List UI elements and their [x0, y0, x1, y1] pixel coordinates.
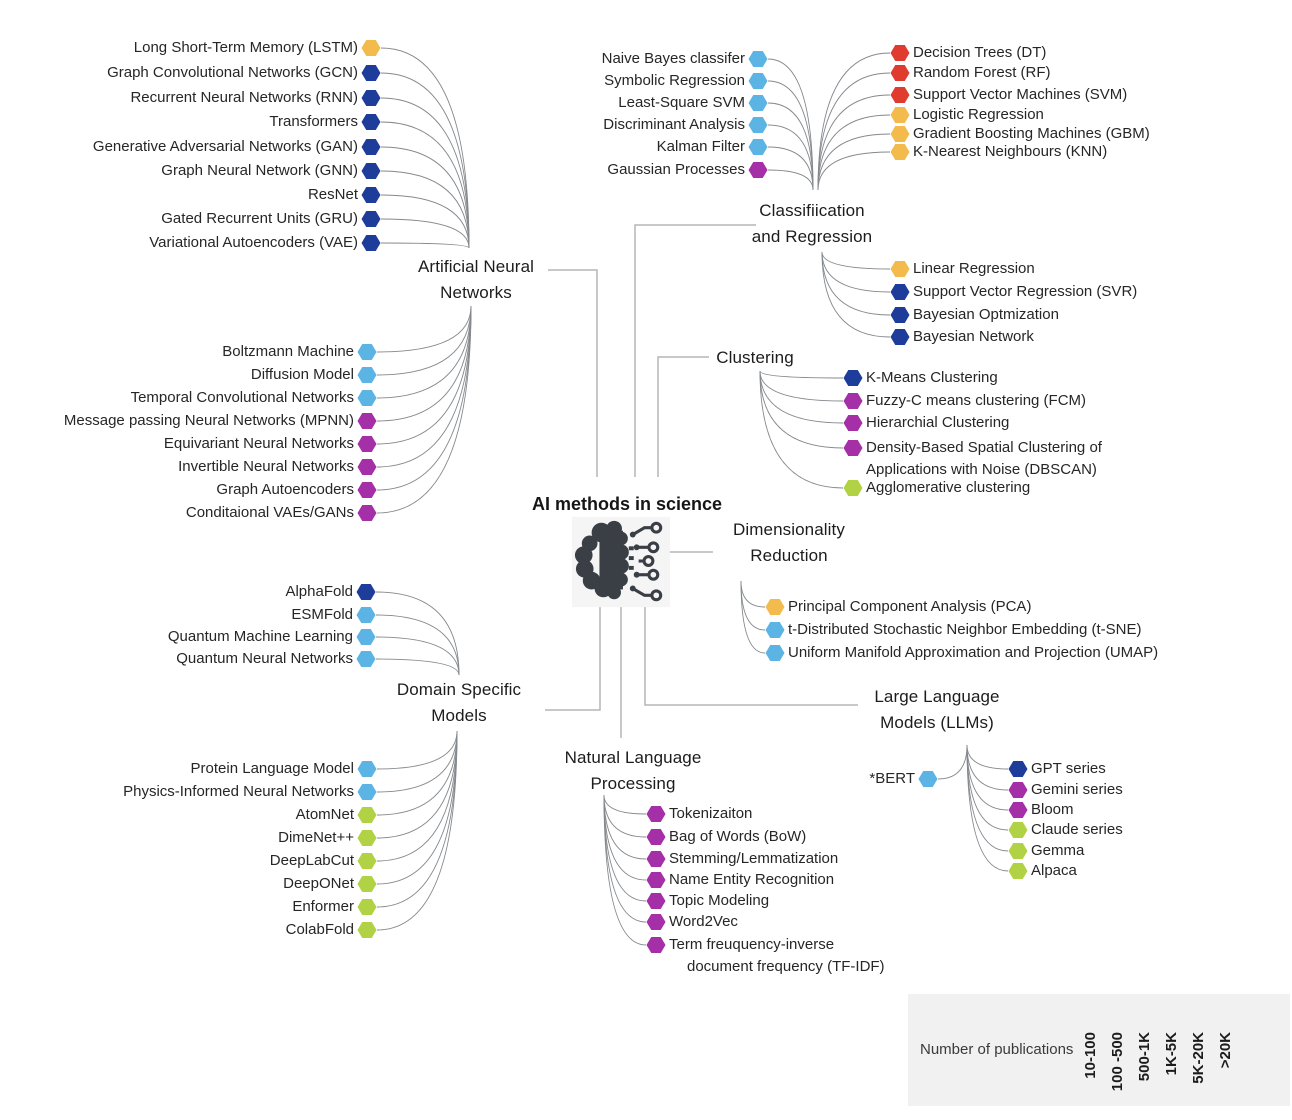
node-label-text: Fuzzy-C means clustering (FCM): [866, 392, 1087, 409]
hub-label-line: Classifiication: [759, 201, 865, 220]
node-label-text: Alpaca: [1031, 862, 1077, 879]
node-label-text: Least-Square SVM: [618, 94, 745, 111]
branch-curve: [377, 731, 457, 838]
branch-curve: [760, 371, 843, 488]
node-label-text: t-Distributed Stochastic Neighbor Embedding (t-SNE): [788, 621, 1142, 638]
node-label-class_left-3: [603, 114, 745, 136]
publication-count-hexagon: [749, 117, 768, 133]
node-label-class_right-5: [913, 141, 1107, 163]
node-label-ann_top-5: [161, 160, 358, 182]
branch-curve: [604, 795, 646, 837]
node-label-text: Random Forest (RF): [913, 64, 1051, 81]
branch-curve: [376, 592, 459, 675]
publication-count-hexagon: [1009, 761, 1028, 777]
node-label-llm_right-2: [1031, 799, 1074, 821]
node-label-llm_right-4: [1031, 840, 1084, 862]
branch-curve: [822, 252, 890, 337]
publication-count-hexagon: [357, 584, 376, 600]
publication-count-hexagon: [358, 784, 377, 800]
node-label-text: Bloom: [1031, 801, 1074, 818]
node-label-ann_bottom-3: [64, 410, 354, 432]
node-label-text: Diffusion Model: [250, 366, 354, 383]
node-label-text: Gaussian Processes: [607, 161, 745, 178]
hub-connector-line: [548, 270, 597, 477]
node-label-text: K-Means Clustering: [866, 369, 998, 386]
branch-curve: [822, 252, 890, 269]
node-label-llm_right-3: [1031, 819, 1123, 841]
node-label-text: Naive Bayes classifer: [601, 50, 745, 67]
node-label-text: Equivariant Neural Networks: [163, 435, 354, 452]
node-label-dsm_bottom-5: [283, 873, 354, 895]
node-label-text: Bayesian Network: [913, 328, 1034, 345]
branch-curve: [967, 745, 1008, 830]
publication-count-hexagon: [891, 261, 910, 277]
hub-label-dsm: [397, 677, 521, 729]
node-label-text: Temporal Convolutional Networks: [130, 389, 354, 406]
node-label-ann_top-3: [269, 111, 358, 133]
node-label-text: Linear Regression: [913, 260, 1035, 277]
node-label-clustering-2: [866, 412, 1009, 434]
node-label-llm_right-1: [1031, 779, 1123, 801]
node-label-dsm_bottom-0: [191, 758, 354, 780]
publication-count-hexagon: [766, 622, 785, 638]
publication-count-hexagon: [766, 645, 785, 661]
node-label-text: Word2Vec: [669, 913, 738, 930]
publication-count-hexagon: [362, 139, 381, 155]
node-label-text: Graph Neural Network (GNN): [161, 162, 358, 179]
node-label-text: Decision Trees (DT): [913, 44, 1047, 61]
node-label-text: Kalman Filter: [656, 138, 745, 155]
legend-title: Number of publications: [920, 1041, 1074, 1058]
node-label-class_left-0: [602, 48, 745, 70]
node-label-text: Gemini series: [1031, 781, 1123, 798]
node-label-text: Message passing Neural Networks (MPNN): [63, 412, 354, 429]
publication-count-hexagon: [357, 607, 376, 623]
node-label-clustering-1: [866, 390, 1086, 412]
hub-label-line: Models (LLMs): [880, 713, 994, 732]
node-label-ann_bottom-6: [216, 479, 354, 501]
node-label-nlp-1: [669, 826, 806, 848]
node-label-ann_top-7: [161, 208, 358, 230]
node-label-text-line2: document frequency (TF-IDF): [687, 958, 885, 975]
branch-curve: [967, 745, 1008, 810]
branch-curve: [381, 171, 469, 248]
node-label-text: Gemma: [1031, 842, 1085, 859]
publication-count-hexagon: [844, 440, 863, 456]
node-label-text: ESMFold: [291, 606, 353, 623]
hub-label-nlp: [565, 745, 702, 797]
hub-label-line: Models: [431, 706, 487, 725]
branch-curve: [377, 731, 457, 769]
node-label-class_left-4: [657, 136, 745, 158]
publication-count-hexagon: [749, 95, 768, 111]
publication-count-hexagon: [891, 126, 910, 142]
node-label-llm_left-0: [869, 768, 915, 790]
publication-count-hexagon: [362, 40, 381, 56]
node-label-ann_bottom-7: [186, 502, 354, 524]
publication-count-hexagon: [844, 393, 863, 409]
hub-connector-line: [658, 357, 709, 477]
node-label-dsm_top-0: [285, 581, 353, 603]
node-label-text: Long Short-Term Memory (LSTM): [133, 39, 358, 56]
node-label-dsm_bottom-1: [123, 781, 354, 803]
node-label-text: *BERT: [869, 770, 915, 787]
node-label-text: Logistic Regression: [913, 106, 1044, 123]
node-label-text: Invertible Neural Networks: [178, 458, 354, 475]
node-label-text: Agglomerative clustering: [866, 479, 1031, 496]
publication-count-hexagon: [358, 505, 377, 521]
node-label-text: Term freuquency-inverse: [669, 936, 835, 953]
publication-count-hexagon: [1009, 822, 1028, 838]
node-label-clustering-0: [866, 367, 998, 389]
branch-curve: [741, 581, 765, 607]
publication-count-hexagon: [891, 107, 910, 123]
publication-count-hexagon: [891, 45, 910, 61]
node-label-class_left-1: [604, 70, 745, 92]
node-label-ann_bottom-5: [178, 456, 354, 478]
node-label-dsm_bottom-3: [278, 827, 354, 849]
publication-count-hexagon: [891, 65, 910, 81]
node-label-text: ResNet: [307, 186, 358, 203]
node-label-nlp-4: [669, 890, 769, 912]
publication-count-hexagon: [358, 807, 377, 823]
branch-curve: [938, 745, 967, 779]
hub-label-line: Domain Specific: [396, 680, 522, 699]
publication-count-hexagon: [362, 211, 381, 227]
branch-curve: [967, 745, 1008, 790]
branch-curve: [377, 731, 457, 815]
publication-count-hexagon: [358, 830, 377, 846]
legend-tick-label: 5K-20K: [1190, 1032, 1207, 1084]
publication-count-hexagon: [844, 480, 863, 496]
branch-curve: [377, 731, 457, 907]
node-label-text: Claude series: [1031, 821, 1123, 838]
branch-curve: [760, 371, 843, 423]
publication-count-hexagon: [647, 851, 666, 867]
node-label-text: AlphaFold: [285, 583, 353, 600]
node-label-regression-3: [913, 326, 1034, 348]
node-label-dsm_bottom-6: [292, 896, 354, 918]
publication-count-hexagon: [891, 329, 910, 345]
hub-label-line: and Regression: [751, 227, 873, 246]
node-label-text: Graph Convolutional Networks (GCN): [107, 64, 358, 81]
hub-label-line: Reduction: [750, 546, 828, 565]
publication-count-hexagon: [358, 922, 377, 938]
node-label-text: Recurrent Neural Networks (RNN): [130, 89, 358, 106]
publication-count-hexagon: [647, 872, 666, 888]
publication-count-hexagon: [647, 829, 666, 845]
node-label-text: Variational Autoencoders (VAE): [149, 234, 358, 251]
hub-label-line: Natural Language: [564, 748, 702, 767]
branch-curve: [377, 306, 471, 352]
node-label-llm_right-5: [1031, 860, 1077, 882]
node-label-class_left-5: [607, 159, 745, 181]
publication-count-hexagon: [358, 853, 377, 869]
branch-curve: [376, 659, 459, 675]
hub-label-line: Processing: [590, 774, 676, 793]
node-label-text: Bayesian Optmization: [913, 306, 1059, 323]
branch-curve: [760, 371, 843, 448]
node-label-ann_bottom-0: [222, 341, 354, 363]
node-label-text: Protein Language Model: [190, 760, 354, 777]
node-label-text: Quantum Neural Networks: [176, 650, 353, 667]
node-label-text: Stemming/Lemmatization: [669, 850, 839, 867]
branch-curve: [381, 147, 469, 248]
node-label-regression-1: [913, 281, 1137, 303]
publication-count-hexagon: [362, 65, 381, 81]
node-label-dsm_top-1: [291, 604, 353, 626]
node-label-text: Tokenizaiton: [669, 805, 753, 822]
publication-count-hexagon: [357, 651, 376, 667]
node-label-regression-2: [913, 304, 1059, 326]
branch-curve: [604, 795, 646, 880]
branch-curve: [768, 103, 813, 190]
hub-label-line: Networks: [440, 283, 512, 302]
node-label-dsm_top-3: [176, 648, 353, 670]
publication-count-hexagon: [358, 876, 377, 892]
publication-count-hexagon: [357, 629, 376, 645]
node-label-ann_top-6: [308, 184, 358, 206]
hub-label-clustering: [716, 345, 794, 371]
node-label-text: K-Nearest Neighbours (KNN): [913, 143, 1108, 160]
node-label-class_right-0: [913, 42, 1046, 64]
node-label-text: Support Vector Regression (SVR): [913, 283, 1138, 300]
hub-label-dimred: [733, 517, 845, 569]
node-label-text: Gated Recurrent Units (GRU): [161, 210, 358, 227]
node-label-text: Gradient Boosting Machines (GBM): [913, 125, 1150, 142]
node-label-nlp-0: [669, 803, 752, 825]
node-label-text: GPT series: [1031, 760, 1106, 777]
node-label-text: AtomNet: [295, 806, 354, 823]
publication-count-hexagon: [919, 771, 938, 787]
legend-tick-label: 100 -500: [1109, 1032, 1126, 1092]
publication-count-hexagon: [362, 187, 381, 203]
publication-count-hexagon: [749, 73, 768, 89]
publication-count-hexagon: [358, 367, 377, 383]
branch-curve: [376, 637, 459, 675]
node-label-text: Uniform Manifold Approximation and Projection (UMAP): [788, 644, 1159, 661]
node-label-text: Enformer: [292, 898, 354, 915]
node-label-text: Bag of Words (BoW): [669, 828, 807, 845]
publication-count-hexagon: [766, 599, 785, 615]
node-label-text: Boltzmann Machine: [222, 343, 354, 360]
publication-count-hexagon: [647, 914, 666, 930]
publication-count-hexagon: [891, 307, 910, 323]
legend-tick-label: 1K-5K: [1163, 1032, 1180, 1076]
node-label-text: DeepLabCut: [269, 852, 354, 869]
node-label-class_right-2: [913, 84, 1127, 106]
node-label-text: Transformers: [269, 113, 358, 130]
publication-count-hexagon: [749, 139, 768, 155]
node-label-text: Principal Component Analysis (PCA): [788, 598, 1032, 615]
publication-count-hexagon: [1009, 843, 1028, 859]
node-label-text-line2: Applications with Noise (DBSCAN): [866, 461, 1097, 478]
branch-curve: [377, 306, 471, 490]
publication-count-hexagon: [647, 893, 666, 909]
branch-curve: [818, 152, 890, 190]
hub-label-line: Dimensionality: [733, 520, 845, 539]
publication-count-hexagon: [358, 459, 377, 475]
publication-count-hexagon: [362, 114, 381, 130]
node-label-text: Graph Autoencoders: [216, 481, 354, 498]
node-label-ann_top-8: [149, 232, 358, 254]
node-label-class_left-2: [618, 92, 745, 114]
node-label-ann_top-4: [93, 136, 358, 158]
node-label-class_right-1: [913, 62, 1051, 84]
branch-curve: [604, 795, 646, 945]
node-label-clustering-3: [866, 437, 1102, 481]
publication-count-hexagon: [362, 163, 381, 179]
node-label-dsm_bottom-2: [296, 804, 354, 826]
hub-label-line: Large Language: [874, 687, 1000, 706]
branch-curve: [604, 795, 646, 814]
publication-count-hexagon: [891, 284, 910, 300]
node-label-text: DeepONet: [283, 875, 354, 892]
publication-count-hexagon: [358, 413, 377, 429]
node-label-text: Quantum Machine Learning: [167, 628, 353, 645]
node-label-text: Conditaional VAEs/GANs: [185, 504, 354, 521]
publication-count-hexagon: [358, 390, 377, 406]
hub-label-line: Artificial Neural: [417, 257, 535, 276]
publication-count-hexagon: [362, 235, 381, 251]
node-label-text: Symbolic Regression: [604, 72, 745, 89]
branch-curve: [760, 371, 843, 378]
node-label-dsm_bottom-4: [270, 850, 354, 872]
node-label-dimred-1: [788, 619, 1141, 641]
node-label-dsm_top-2: [168, 626, 353, 648]
legend-tick-label: 10-100: [1082, 1032, 1099, 1079]
publication-count-hexagon: [1009, 782, 1028, 798]
publication-count-hexagon: [1009, 802, 1028, 818]
hub-connector-line: [545, 607, 600, 710]
publication-count-hexagon: [844, 370, 863, 386]
hub-label-llm: [874, 684, 999, 736]
publication-count-hexagon: [1009, 863, 1028, 879]
publication-count-hexagon: [647, 937, 666, 953]
node-label-text: Density-Based Spatial Clustering of: [866, 439, 1102, 456]
publication-count-hexagon: [358, 899, 377, 915]
node-label-dimred-2: [788, 642, 1158, 664]
publication-count-hexagon: [358, 761, 377, 777]
node-label-nlp-5: [669, 911, 738, 933]
branch-curve: [377, 731, 457, 930]
publication-count-hexagon: [362, 90, 381, 106]
node-label-text: Topic Modeling: [669, 892, 770, 909]
ai-brain-icon: [572, 516, 670, 608]
branch-curve: [768, 147, 813, 190]
node-label-clustering-4: [866, 477, 1030, 499]
node-label-regression-0: [913, 258, 1035, 280]
legend-tick-label: >20K: [1217, 1032, 1234, 1069]
node-label-ann_top-1: [107, 62, 358, 84]
node-label-text: ColabFold: [285, 921, 354, 938]
node-label-text: Hierarchial Clustering: [866, 414, 1010, 431]
publication-count-hexagon: [749, 162, 768, 178]
branch-curve: [967, 745, 1008, 769]
hub-label-ann: [418, 254, 534, 306]
legend-tick-label: 500-1K: [1136, 1032, 1153, 1082]
branch-curve: [967, 745, 1008, 871]
hub-label-classification: [752, 198, 872, 250]
node-label-nlp-3: [669, 869, 834, 891]
node-label-ann_bottom-4: [164, 433, 354, 455]
node-label-text: Support Vector Machines (SVM): [913, 86, 1128, 103]
branch-curve: [381, 243, 469, 248]
node-label-text: Name Entity Recognition: [669, 871, 835, 888]
node-label-llm_right-0: [1031, 758, 1106, 780]
publication-count-hexagon: [358, 436, 377, 452]
node-label-dsm_bottom-7: [286, 919, 354, 941]
branch-curve: [822, 252, 890, 292]
node-label-dimred-0: [788, 596, 1031, 618]
branch-curve: [381, 98, 469, 248]
publication-count-hexagon: [844, 415, 863, 431]
node-label-nlp-2: [669, 848, 838, 870]
node-label-ann_bottom-1: [251, 364, 354, 386]
node-label-text: Generative Adversarial Networks (GAN): [92, 138, 358, 155]
branch-curve: [741, 581, 765, 653]
publication-count-hexagon: [647, 806, 666, 822]
node-label-text: DimeNet++: [278, 829, 354, 846]
node-label-ann_top-0: [134, 37, 358, 59]
page-title: AI methods in science: [531, 494, 723, 514]
node-label-ann_top-2: [130, 87, 358, 109]
node-label-text: Physics-Informed Neural Networks: [123, 783, 354, 800]
branch-curve: [768, 170, 813, 190]
branch-curve: [377, 306, 471, 513]
hub-label-line: Clustering: [716, 348, 794, 367]
publication-count-hexagon: [358, 344, 377, 360]
node-label-text: Discriminant Analysis: [603, 116, 745, 133]
node-label-ann_bottom-2: [131, 387, 354, 409]
publication-count-hexagon: [891, 144, 910, 160]
publication-count-hexagon: [891, 87, 910, 103]
publication-count-hexagon: [358, 482, 377, 498]
node-label-nlp-6: [669, 934, 885, 978]
branch-curve: [377, 306, 471, 375]
branch-curve: [741, 581, 765, 630]
publication-count-hexagon: [749, 51, 768, 67]
